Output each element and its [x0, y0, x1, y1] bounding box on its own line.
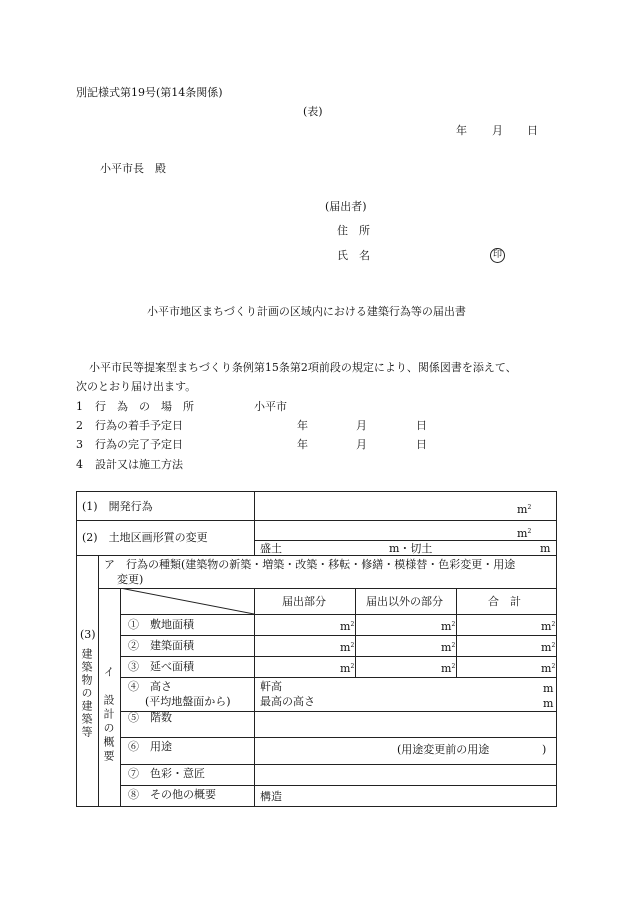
date-month-label: 月 [492, 124, 503, 137]
row-development: (1) 開発行為 [82, 500, 153, 513]
row-other-summary: ⑧ その他の概要 [128, 788, 216, 801]
unit-m: m [541, 620, 552, 633]
row-building-area: ② 建築面積 [128, 639, 194, 652]
row-height-note: (平均地盤面から) [145, 695, 231, 708]
unit-cell [340, 663, 354, 674]
max-height-unit: m [543, 697, 554, 710]
unit-cell [340, 642, 354, 653]
item-2-day: 日 [416, 419, 427, 432]
row-color-design: ⑦ 色彩・意匠 [128, 767, 205, 780]
unit-m: m [340, 620, 351, 633]
item-1-value: 小平市 [254, 400, 287, 413]
eave-height-label: 軒高 [260, 680, 282, 693]
item-4-label: 設計又は施工方法 [95, 458, 183, 471]
unit-sup: 2 [551, 663, 556, 670]
unit-cell [541, 663, 555, 674]
unit-sup: 2 [527, 528, 532, 535]
date-year-label: 年 [456, 124, 467, 137]
unit-sup: 2 [551, 642, 556, 649]
row-stories: ⑤ 階数 [128, 711, 172, 724]
unit-sup: 2 [350, 663, 355, 670]
structure-label: 構造 [260, 790, 282, 803]
col-header-total: 合 計 [488, 595, 521, 608]
item-2-number: 2 [76, 419, 83, 432]
unit-sup: 2 [350, 642, 355, 649]
item-4-number: 4 [76, 458, 83, 471]
unit-cell [541, 621, 555, 632]
section-3-label: 建築物の建築等 [80, 648, 93, 739]
item-2-label: 行為の着手予定日 [95, 419, 183, 432]
unit-cell [441, 642, 455, 653]
document-title: 小平市地区まちづくり計画の区域内における建築行為等の届出書 [147, 305, 466, 318]
cut-label: m・切土 [389, 542, 433, 555]
row-site-area: ① 敷地面積 [128, 618, 194, 631]
action-type-line-1: ア 行為の種類(建築物の新築・増築・改築・移転・修繕・模様替・色彩変更・用途 [104, 558, 516, 571]
section-3-number: (3) [80, 628, 96, 641]
item-2-year: 年 [297, 419, 308, 432]
notifier-heading: (届出者) [325, 200, 367, 213]
unit-cell [441, 663, 455, 674]
unit-m: m [441, 641, 452, 654]
addressee: 小平市長 殿 [100, 162, 166, 175]
max-height-label: 最高の高さ [260, 695, 315, 708]
item-2-month: 月 [356, 419, 367, 432]
item-3-year: 年 [297, 438, 308, 451]
unit-cell [441, 621, 455, 632]
item-1-number: 1 [76, 400, 83, 413]
body-line-2: 次のとおり届け出ます。 [76, 380, 197, 393]
item-3-number: 3 [76, 438, 83, 451]
form-side-label: (表) [303, 105, 323, 118]
item-3-day: 日 [416, 438, 427, 451]
unit-cell [541, 642, 555, 653]
unit-sup: 2 [350, 621, 355, 628]
row-land-change: (2) 土地区画形質の変更 [82, 531, 208, 544]
item-1-label: 行 為 の 場 所 [95, 400, 194, 413]
cut-unit: m [540, 542, 551, 555]
action-type-line-2: 変更) [117, 573, 144, 586]
row-use: ⑥ 用途 [128, 740, 172, 753]
unit-sup: 2 [551, 621, 556, 628]
form-number: 別記様式第19号(第14条関係) [76, 86, 223, 99]
unit-cell [340, 621, 354, 632]
row-height: ④ 高さ [128, 680, 172, 693]
unit-sup: 2 [451, 663, 456, 670]
unit-m: m [441, 620, 452, 633]
use-before-change: (用途変更前の用途 [397, 743, 490, 756]
address-label: 住 所 [337, 224, 370, 237]
eave-height-unit: m [543, 682, 554, 695]
body-line-1: 小平市民等提案型まちづくり条例第15条第2項前段の規定により、関係図書を添えて、 [89, 361, 517, 374]
fill-label: 盛土 [260, 542, 282, 555]
unit-m: m [340, 641, 351, 654]
unit-sup: 2 [527, 504, 532, 511]
unit-m: m [340, 662, 351, 675]
row-floor-area: ③ 延べ面積 [128, 660, 194, 673]
item-3-label: 行為の完了予定日 [95, 438, 183, 451]
seal-mark: 印 [490, 248, 505, 263]
date-day-label: 日 [527, 124, 538, 137]
row-2-unit [517, 528, 531, 539]
unit-m: m [541, 662, 552, 675]
unit-m: m [441, 662, 452, 675]
unit-m: m [517, 527, 528, 540]
diagonal-line [120, 588, 254, 614]
row-1-unit [517, 504, 531, 515]
col-header-notified: 届出部分 [282, 595, 326, 608]
design-summary-label: イ 設計の概要 [102, 666, 115, 764]
col-header-other: 届出以外の部分 [366, 595, 443, 608]
name-label: 氏 名 [337, 249, 370, 262]
unit-sup: 2 [451, 621, 456, 628]
unit-m: m [541, 641, 552, 654]
unit-m: m [517, 503, 528, 516]
item-3-month: 月 [356, 438, 367, 451]
use-before-close: ) [542, 743, 547, 756]
unit-sup: 2 [451, 642, 456, 649]
